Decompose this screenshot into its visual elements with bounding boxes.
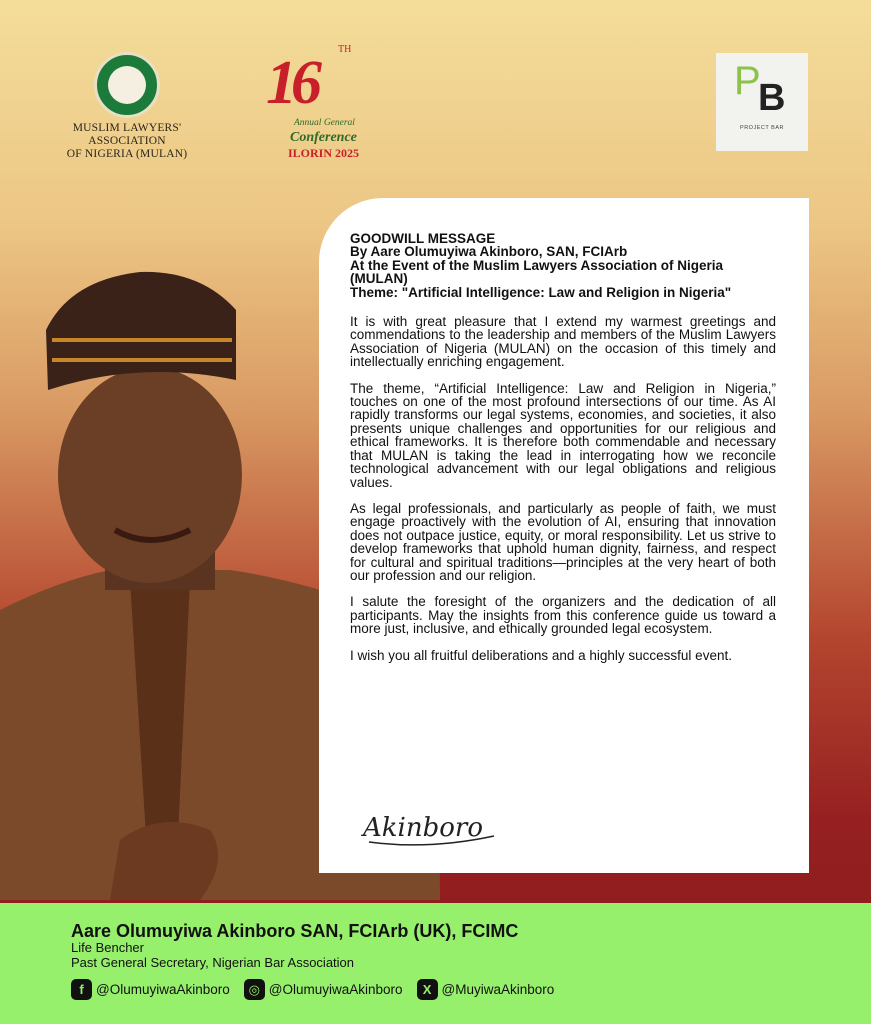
message-title: GOODWILL MESSAGE bbox=[350, 231, 496, 246]
cap bbox=[46, 272, 236, 390]
instagram-link[interactable] bbox=[244, 979, 403, 1000]
agc-logo bbox=[258, 44, 368, 158]
pb-letter-b: B bbox=[758, 77, 786, 119]
message-event: At the Event of the Muslim Lawyers Association of Nigeria (MULAN) bbox=[350, 257, 724, 287]
signature-text: Akinboro bbox=[363, 813, 483, 843]
message-byline: By Aare Olumuyiwa Akinboro, SAN, FCIArb bbox=[350, 244, 628, 260]
message-paragraph: I salute the foresight of the organizers and the dedication of all participants. May the insights from this conference guide us toward a more just, inclusive, and ethically grounded legal ecosystem. bbox=[350, 594, 776, 637]
mulan-logo bbox=[34, 52, 220, 161]
footer-bar bbox=[0, 903, 871, 1024]
instagram-handle: @OlumuyiwaAkinboro bbox=[268, 982, 403, 997]
agc-number: 16 bbox=[266, 49, 316, 117]
x-icon: X bbox=[417, 979, 438, 1000]
facebook-icon: f bbox=[71, 979, 92, 1000]
agc-line1: Annual General bbox=[294, 118, 355, 128]
author-role-2: Past General Secretary, Nigerian Bar Association bbox=[71, 955, 355, 970]
message-paragraph: I wish you all fruitful deliberations and a highly successful event. bbox=[350, 647, 732, 663]
pb-letter-p: P bbox=[734, 59, 761, 103]
message-theme: Theme: "Artificial Intelligence: Law and Religion in Nigeria" bbox=[350, 284, 732, 300]
mulan-name-line2: OF NIGERIA (MULAN) bbox=[66, 148, 188, 160]
pb-label: PROJECT BAR bbox=[740, 125, 784, 131]
instagram-icon: ◎ bbox=[244, 979, 265, 1000]
mulan-seal-icon bbox=[94, 52, 160, 118]
x-link[interactable] bbox=[417, 979, 555, 1000]
facebook-handle: @OlumuyiwaAkinboro bbox=[96, 982, 230, 997]
facebook-link[interactable] bbox=[71, 979, 230, 1000]
message-heading bbox=[350, 232, 776, 299]
agc-suffix: TH bbox=[338, 44, 352, 55]
message-paragraph: As legal professionals, and particularly as people of faith, we must engage proactively with the evolution of AI, ensuring that innovation does not outpace justice, equity, or moral responsibility. Let us strive to develop frameworks that uphold human dignity, fairness, and respect for cultural and spiritual traditions—principles at the very heart of both our profession and our religion. bbox=[350, 500, 776, 583]
signature-icon bbox=[359, 796, 509, 856]
message-paragraph: It is with great pleasure that I extend my warmest greetings and commendations to the leadership and members of the Muslim Lawyers Association of Nigeria (MULAN) on the occasion of this timely and intellectually enriching engagement. bbox=[350, 314, 776, 370]
social-links bbox=[71, 979, 568, 1000]
mulan-name-line1: MUSLIM LAWYERS' ASSOCIATION bbox=[72, 122, 182, 147]
agc-line2: Conference bbox=[290, 130, 357, 145]
project-bar-logo bbox=[716, 53, 808, 151]
x-handle: @MuyiwaAkinboro bbox=[441, 982, 555, 997]
goodwill-message-card bbox=[319, 198, 809, 873]
author-name: Aare Olumuyiwa Akinboro SAN, FCIArb (UK), FCIMC bbox=[71, 921, 519, 941]
agc-line3: ILORIN 2025 bbox=[288, 146, 360, 160]
face bbox=[58, 367, 242, 583]
message-paragraph: The theme, “Artificial Intelligence: Law and Religion in Nigeria,” touches on one of the most profound intersections of our time. As AI rapidly transforms our legal systems, economies, and societies, it also presents unique challenges and opportunities for our religious and ethical frameworks. It is therefore both commendable and necessary that MULAN is taking the lead in interrogating how we reconcile technological advancement with our legal obligations and religious values. bbox=[350, 380, 776, 490]
author-role-1: Life Bencher bbox=[71, 940, 144, 955]
